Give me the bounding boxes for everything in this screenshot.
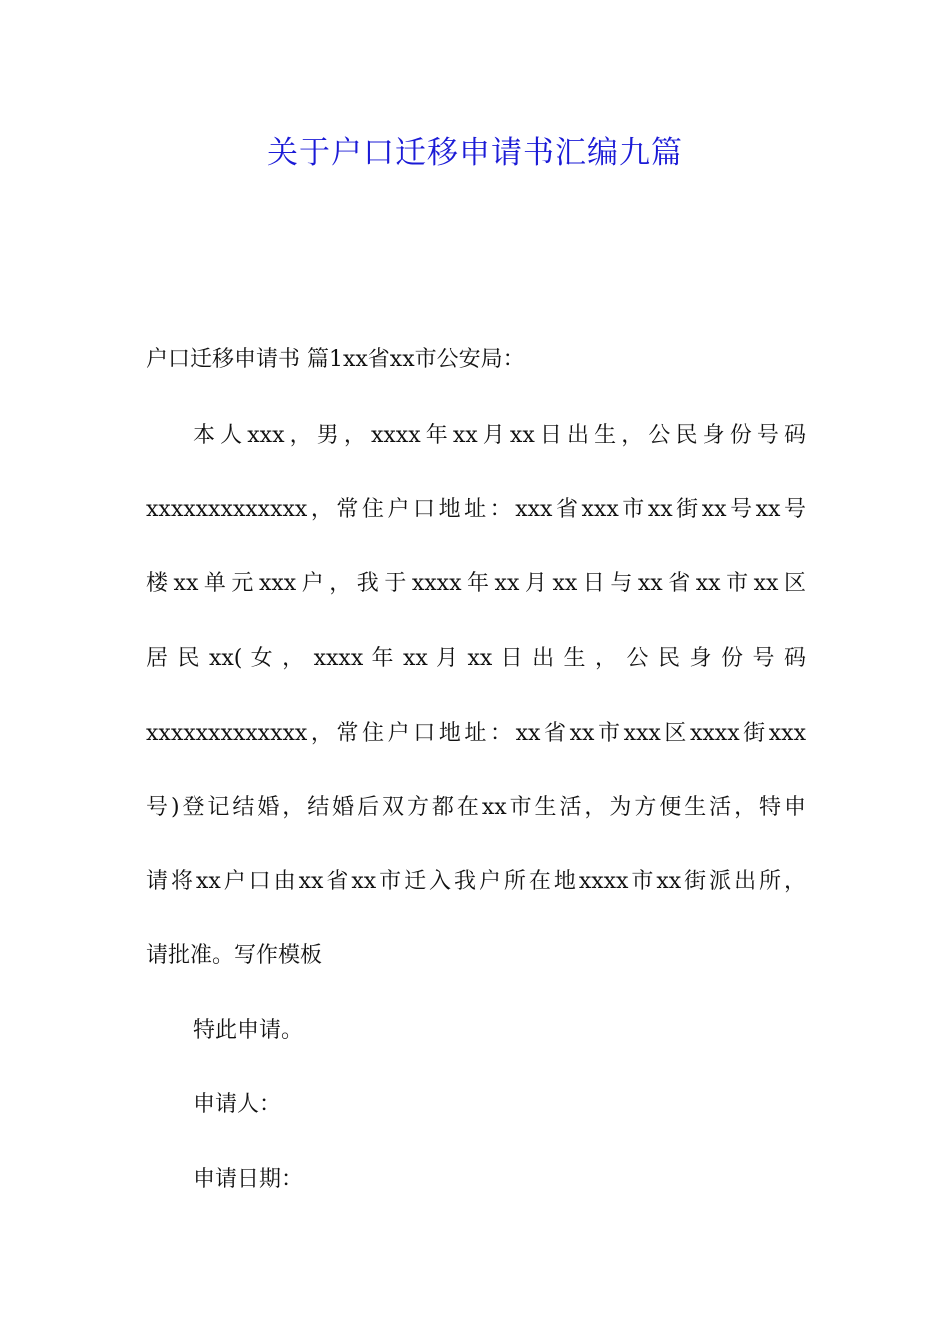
body-line-5: xxxxxxxxxxxxx，常住户口地址：xx省xx市xxx区xxxx街xxx — [146, 721, 806, 746]
body-line-8: 请批准。写作模板 — [146, 943, 323, 968]
document-title: 关于户口迁移申请书汇编九篇 — [267, 135, 683, 171]
closing-statement: 特此申请。 — [193, 1018, 304, 1043]
body-line-4: 居 民 xx( 女 ， xxxx 年 xx 月 xx 日 出 生 ， 公 民 身 份 号 码 — [146, 646, 806, 671]
body-line-1: 本人xxx，男，xxxx年xx月xx日出生，公民身份号码 — [193, 423, 806, 448]
body-line-6: 号)登记结婚，结婚后双方都在xx市生活，为方便生活，特申 — [146, 795, 806, 820]
body-line-7: 请将xx户口由xx省xx市迁入我户所在地xxxx市xx街派出所， — [146, 869, 806, 894]
salutation-line: 户口迁移申请书 篇1xx省xx市公安局： — [146, 347, 525, 372]
body-line-3: 楼xx单元xxx户，我于xxxx年xx月xx日与xx省xx市xx区 — [146, 571, 806, 596]
date-label: 申请日期： — [193, 1167, 304, 1192]
applicant-label: 申请人： — [193, 1092, 282, 1117]
body-line-2: xxxxxxxxxxxxx，常住户口地址：xxx省xxx市xx街xx号xx号 — [146, 497, 806, 522]
